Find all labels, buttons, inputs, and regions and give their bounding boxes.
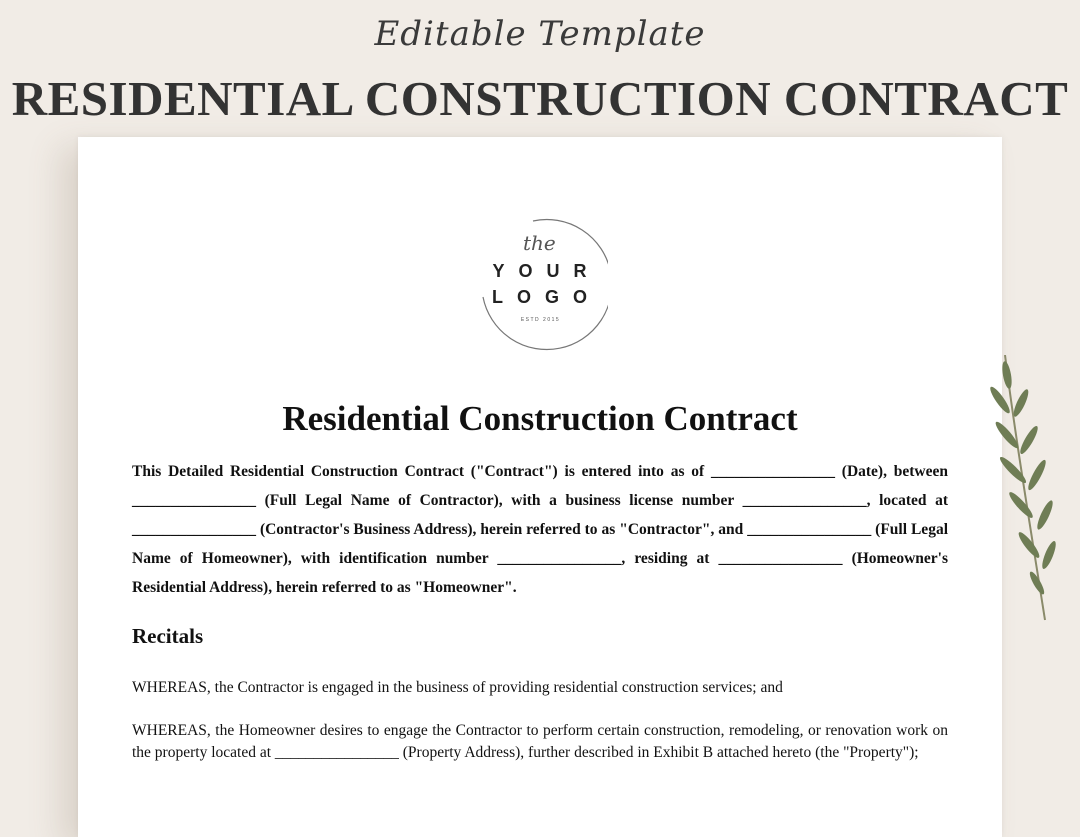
banner-main-title: RESIDENTIAL CONSTRUCTION CONTRACT (11, 71, 1069, 126)
document-title: Residential Construction Contract (282, 399, 798, 438)
logo-placeholder (473, 217, 608, 357)
plant-sprig-icon (985, 355, 1065, 625)
logo-line-logo: LOGO (492, 287, 601, 307)
logo-est-text: ESTD 2015 (520, 317, 561, 323)
recitals-heading: Recitals (132, 624, 204, 648)
editable-template-script-title: Editable Template (374, 14, 706, 54)
logo-the-text: the (523, 231, 556, 255)
document-page (78, 137, 1002, 837)
whereas-paragraph-1: WHEREAS, the Contractor is engaged in the business of providing residential construction services; and (132, 679, 783, 696)
whereas-paragraph-2: WHEREAS, the Homeowner desires to engage the Contractor to perform certain construction, remodeling, or renovation work on the property located at ________________ (Property Address), further described in Exhibit B attached hereto (the "Property"); (132, 722, 948, 761)
intro-paragraph: This Detailed Residential Construction Contract ("Contract") is entered into as of ________________ (Date), between ________________ (Full Legal Name of Contractor), with a business license number ________________, located at ________________ (Contractor's Business Address), herein referred to as "Contractor", and ________________ (Full Legal Name of Homeowner), with identification number ________________, residing at ________________ (Homeowner's Residential Address), herein referred to as "Homeowner". (132, 463, 948, 596)
logo-line-your: YOUR (492, 261, 601, 281)
